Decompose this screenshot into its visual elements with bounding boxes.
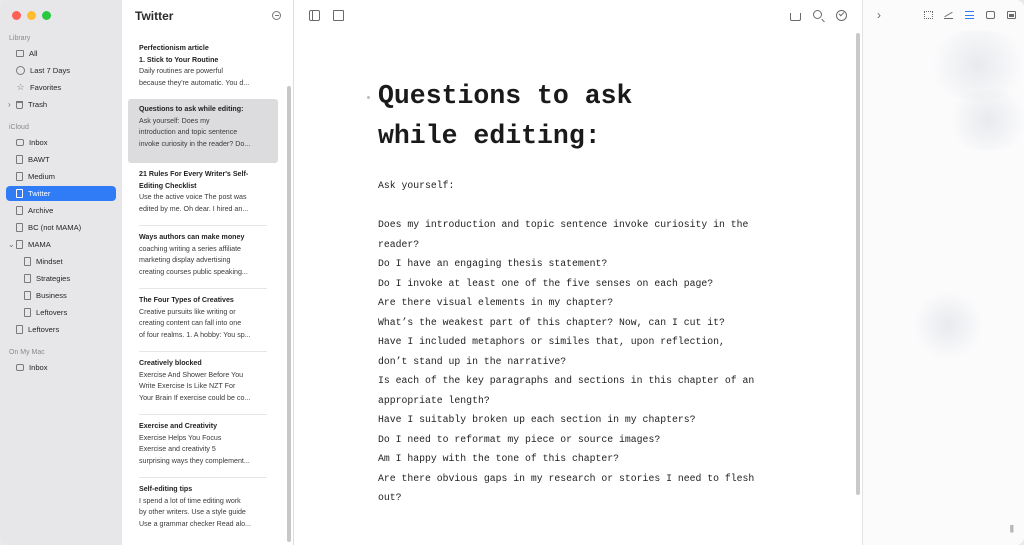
folder-doc-icon	[24, 274, 31, 283]
paragraph-handle[interactable]	[367, 96, 370, 99]
compose-icon[interactable]	[333, 10, 344, 21]
note-title: 21 Rules For Every Writer's Self-	[139, 170, 249, 178]
note-snippet: Use a grammar checker Read alo...	[139, 520, 251, 529]
heading-line: Questions to ask	[378, 81, 633, 111]
note-snippet: I spend a lot of time editing work	[139, 496, 241, 505]
note-item-perfectionism[interactable]	[128, 38, 278, 102]
note-snippet: Creative pursuits like writing or	[139, 307, 236, 316]
folder-doc-icon	[16, 189, 23, 198]
body-line: Ask yourself:	[378, 180, 455, 191]
icloud-section-title: iCloud	[9, 124, 29, 131]
checkmark-icon[interactable]	[836, 10, 847, 21]
note-snippet: introduction and topic sentence	[139, 128, 238, 137]
note-title: Ways authors can make money	[139, 233, 245, 241]
sidebar-item-business[interactable]	[6, 288, 116, 303]
inspector-panel	[862, 0, 1024, 545]
note-snippet: Ask yourself: Does my	[139, 116, 210, 125]
note-snippet: marketing display advertising	[139, 256, 231, 265]
sidebar-item-label: Medium	[28, 172, 56, 181]
note-snippet: edited by me. Oh dear. I hired an...	[139, 205, 249, 214]
note-heading[interactable]	[378, 76, 798, 156]
body-line: Have I suitably broken up each section in my chapters?	[378, 414, 696, 425]
folder-doc-icon	[16, 155, 23, 164]
sidebar-item-mindset[interactable]	[6, 254, 116, 269]
note-snippet: 1. Stick to Your Routine	[139, 55, 219, 64]
window-controls	[12, 11, 51, 20]
body-line: Is each of the key paragraphs and sections in this chapter of an	[378, 375, 755, 386]
sidebar-item-label: Inbox	[29, 363, 48, 372]
note-snippet: coaching writing a series affiliate	[139, 244, 241, 253]
note-title: Perfectionism article	[139, 44, 209, 52]
search-icon[interactable]	[813, 10, 822, 19]
sidebar-item-strategies[interactable]	[6, 271, 116, 286]
note-list-scrollbar[interactable]	[287, 86, 291, 542]
sidebar-item-all[interactable]	[6, 46, 116, 61]
sidebar-item-medium[interactable]	[6, 169, 116, 184]
note-divider	[139, 288, 267, 289]
sidebar-item-label: Business	[36, 291, 67, 300]
body-line: don’t stand up in the narrative?	[378, 355, 567, 367]
sidebar-item-last-7-days[interactable]	[6, 63, 116, 78]
grid-view-icon[interactable]	[924, 11, 933, 19]
grid-icon	[16, 50, 24, 57]
star-icon: ☆	[16, 82, 25, 92]
share-icon[interactable]	[790, 13, 801, 21]
note-item-exercise-creativity[interactable]	[128, 416, 278, 480]
folder-doc-icon	[16, 325, 23, 334]
blurred-placeholder	[913, 290, 983, 360]
outline-list-icon[interactable]	[965, 11, 974, 19]
resize-grip-icon[interactable]: |||	[1009, 524, 1013, 533]
clock-icon	[16, 66, 25, 75]
sidebar-item-label: Archive	[28, 206, 54, 215]
folder-doc-icon	[16, 240, 23, 249]
note-snippet: invoke curiosity in the reader? Do...	[139, 140, 251, 149]
sidebar-item-mama[interactable]	[6, 237, 116, 252]
folder-doc-icon	[24, 308, 31, 317]
note-item-questions[interactable]	[128, 99, 278, 163]
folder-doc-icon	[24, 291, 31, 300]
note-title: Questions to ask while editing:	[139, 105, 244, 113]
body-line: Do I invoke at least one of the five senses on each page?	[378, 277, 714, 289]
note-snippet: Exercise And Shower Before You	[139, 370, 244, 379]
note-title: The Four Types of Creatives	[139, 296, 234, 304]
editor-scrollbar[interactable]	[856, 33, 860, 495]
stats-icon[interactable]	[944, 11, 953, 19]
collapse-inspector-icon[interactable]: ›	[877, 8, 881, 22]
sidebar-item-label: MAMA	[28, 240, 51, 249]
body-line: Are there visual elements in my chapter?	[378, 297, 614, 308]
note-title: Exercise and Creativity	[139, 422, 218, 430]
note-snippet: Use the active voice The post was	[139, 193, 247, 202]
sidebar-item-label: Mindset	[36, 257, 63, 266]
sidebar-item-favorites[interactable]	[6, 80, 116, 95]
note-list-title: Twitter	[135, 9, 174, 23]
sidebar-item-bc-not-mama[interactable]	[6, 220, 116, 235]
editor-pane[interactable]	[294, 0, 862, 545]
sidebar-item-label: Inbox	[29, 138, 48, 147]
note-snippet: Exercise Helps You Focus	[139, 433, 222, 442]
body-line	[378, 196, 798, 216]
folder-doc-icon	[16, 172, 23, 181]
folder-doc-icon	[16, 206, 23, 215]
note-snippet: by other writers. Use a style guide	[139, 508, 246, 517]
sidebar-item-leftovers[interactable]	[6, 322, 116, 337]
note-body[interactable]	[378, 176, 798, 508]
inbox-icon	[16, 364, 24, 371]
chevron-down-icon[interactable]: ⌄	[8, 240, 15, 249]
note-item-four-types[interactable]	[128, 290, 278, 354]
sidebar-item-leftovers-sub[interactable]	[6, 305, 116, 320]
sidebar-item-archive[interactable]	[6, 203, 116, 218]
sidebar-item-label: Leftovers	[36, 308, 68, 317]
note-snippet: creating courses public speaking...	[139, 268, 248, 277]
sidebar-item-trash[interactable]	[6, 97, 116, 112]
zoom-window-button[interactable]	[42, 11, 51, 20]
note-item-creatively-blocked[interactable]	[128, 353, 278, 417]
note-title: Creatively blocked	[139, 359, 202, 367]
body-line: appropriate length?	[378, 394, 490, 406]
blurred-placeholder	[923, 30, 1024, 100]
sidebar-item-label: Leftovers	[28, 325, 60, 334]
note-divider	[139, 225, 267, 226]
sidebar-item-label: BAWT	[28, 155, 50, 164]
sidebar-toggle-icon[interactable]	[309, 10, 320, 21]
sidebar-item-label: BC (not MAMA)	[28, 223, 82, 232]
note-divider	[139, 477, 267, 478]
heading-line: while editing:	[378, 121, 601, 151]
note-snippet: Daily routines are powerful	[139, 67, 223, 76]
note-snippet: because they're automatic. You d...	[139, 79, 250, 88]
note-list	[122, 0, 294, 545]
comment-icon[interactable]	[986, 11, 995, 19]
note-snippet: Write Exercise Is Like NZT For	[139, 382, 236, 391]
sidebar-item-label: Strategies	[36, 274, 71, 283]
filter-icon[interactable]	[272, 11, 281, 20]
note-snippet: Your Brain If exercise could be co...	[139, 394, 251, 403]
body-line: Have I included metaphors or similes that, upon reflection,	[378, 336, 725, 347]
note-divider	[139, 351, 267, 352]
folder-doc-icon	[24, 257, 31, 266]
chevron-right-icon[interactable]: ›	[8, 100, 11, 109]
body-line: What’s the weakest part of this chapter? Now, can I cut it?	[378, 316, 725, 328]
folder-doc-icon	[16, 223, 23, 232]
note-snippet: of four realms. 1. A hobby: You sp...	[139, 331, 251, 340]
sidebar-item-label: Twitter	[28, 189, 51, 198]
sidebar-item-label: All	[29, 49, 38, 58]
note-item-self-editing-tips[interactable]	[128, 479, 278, 543]
sidebar-item-twitter[interactable]	[6, 186, 116, 201]
note-snippet: Editing Checklist	[139, 181, 197, 190]
body-line: Does my introduction and topic sentence invoke curiosity in the	[378, 219, 749, 230]
note-snippet: creating content can fall into one	[139, 319, 242, 328]
body-line: Are there obvious gaps in my research or stories I need to flesh	[378, 472, 755, 484]
note-snippet: Exercise and creativity 5	[139, 445, 216, 454]
image-icon[interactable]	[1007, 11, 1016, 19]
minimize-window-button[interactable]	[27, 11, 36, 20]
blurred-placeholder	[943, 90, 1024, 150]
trash-icon	[16, 101, 23, 109]
note-title: Self-editing tips	[139, 485, 193, 493]
onmymac-section-title: On My Mac	[9, 349, 45, 356]
body-line: Do I have an engaging thesis statement?	[378, 258, 608, 269]
body-line: reader?	[378, 238, 420, 250]
note-item-ways-authors[interactable]	[128, 227, 278, 291]
close-window-button[interactable]	[12, 11, 21, 20]
sidebar-item-label: Last 7 Days	[30, 66, 71, 75]
sidebar-item-bawt[interactable]	[6, 152, 116, 167]
body-line: out?	[378, 492, 402, 503]
sidebar	[0, 0, 123, 545]
library-section-title: Library	[9, 35, 31, 42]
body-line: Am I happy with the tone of this chapter?	[378, 453, 620, 464]
sidebar-item-label: Trash	[28, 100, 48, 109]
note-item-21-rules[interactable]	[128, 164, 278, 228]
sidebar-item-label: Favorites	[30, 83, 62, 92]
body-line: Do I need to reformat my piece or source images?	[378, 433, 661, 445]
note-divider	[139, 414, 267, 415]
note-snippet: surprising ways they complement...	[139, 457, 250, 466]
sidebar-item-inbox[interactable]	[6, 135, 116, 150]
inbox-icon	[16, 139, 24, 146]
sidebar-item-local-inbox[interactable]	[6, 360, 116, 375]
